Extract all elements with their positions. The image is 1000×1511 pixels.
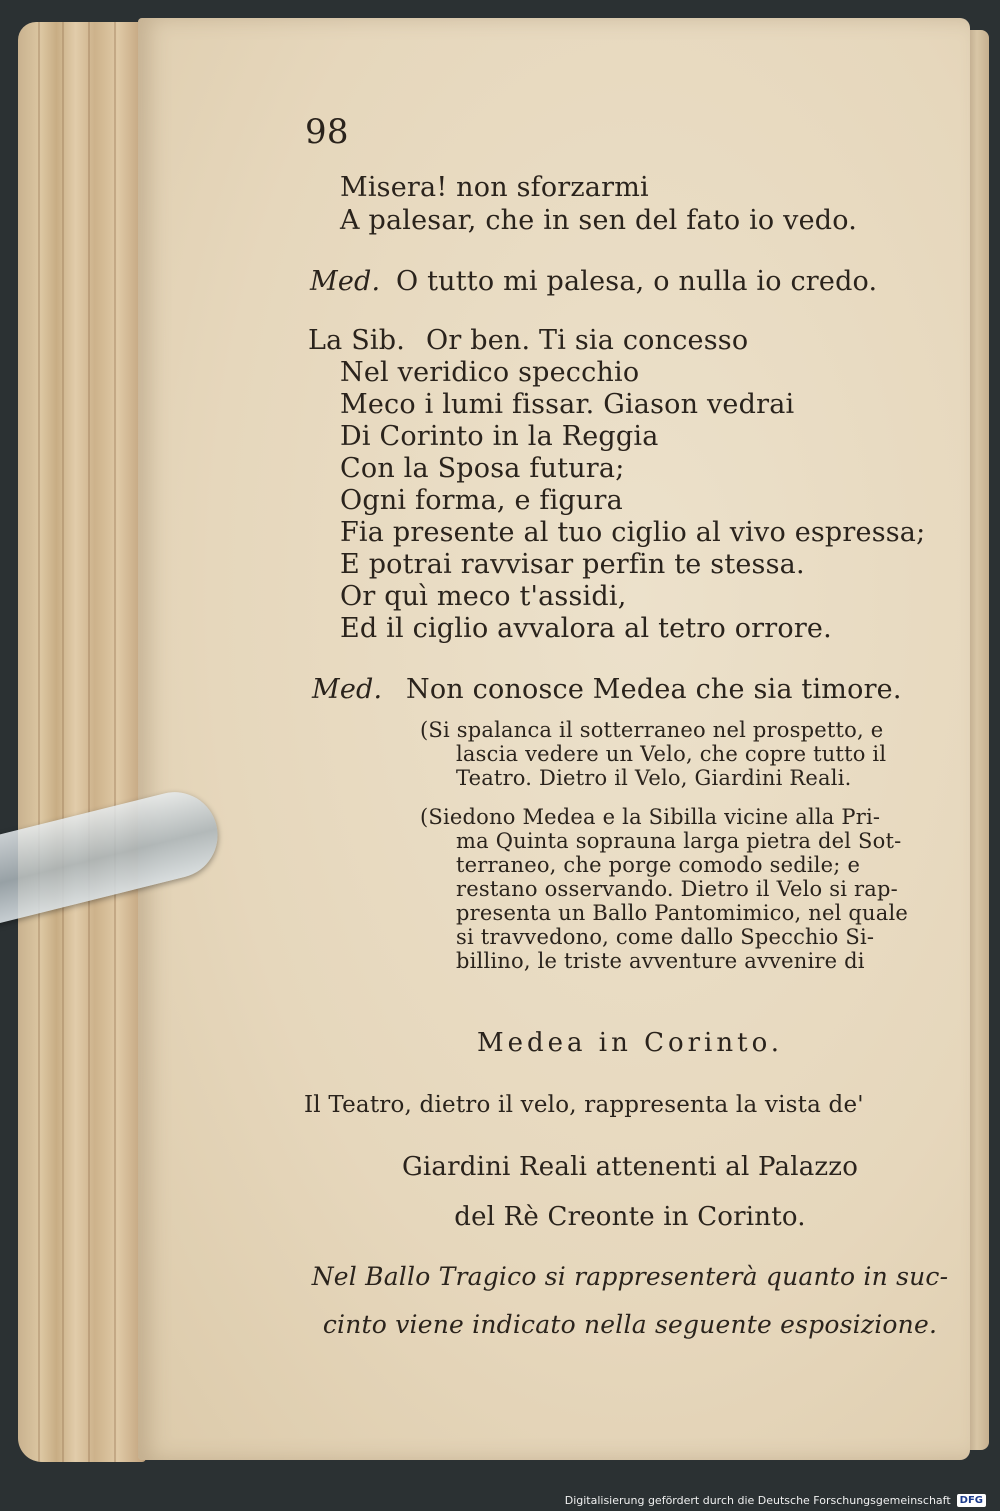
verse-line: Or quì meco t'assidi,: [340, 581, 627, 612]
speech-line: O tutto mi palesa, o nulla io credo.: [396, 266, 878, 297]
stage-direction-line: Teatro. Dietro il Velo, Giardini Reali.: [456, 766, 852, 790]
verse-line: Ed il ciglio avvalora al tetro orrore.: [340, 613, 832, 644]
speech-line: Or ben. Ti sia concesso: [426, 325, 749, 356]
section-heading: Medea in Corinto.: [476, 1028, 784, 1058]
stage-direction-line: si travvedono, come dallo Specchio Si-: [456, 925, 875, 949]
book-page-edges: [18, 22, 146, 1462]
verse-line: Con la Sposa futura;: [340, 453, 625, 484]
closing-note-line: Nel Ballo Tragico si rappresenterà quanto in suc-: [311, 1262, 949, 1291]
stage-direction-line: lascia vedere un Velo, che copre tutto il: [456, 742, 887, 766]
closing-note-line: cinto viene indicato nella seguente esposizione.: [322, 1310, 938, 1339]
scene-title-line: del Rè Creonte in Corinto.: [454, 1202, 806, 1232]
stage-direction-line: (Siedono Medea e la Sibilla vicine alla Pri-: [420, 805, 881, 829]
verse-line: Ogni forma, e figura: [340, 485, 623, 516]
scene-intro: Il Teatro, dietro il velo, rappresenta la vista de': [304, 1092, 864, 1118]
stage-direction-line: restano osservando. Dietro il Velo si rap-: [456, 877, 898, 901]
page-number: 98: [305, 112, 349, 152]
stage-direction-line: terraneo, che porge comodo sedile; e: [456, 853, 861, 877]
speaker-label: Med.: [312, 674, 383, 705]
speech-line: Non conosce Medea che sia timore.: [406, 674, 902, 705]
verse-line: Misera! non sforzarmi: [340, 172, 649, 203]
dfg-logo: DFG: [957, 1494, 986, 1507]
speaker-label: Med.: [310, 266, 381, 297]
stage-direction-line: (Si spalanca il sotterraneo nel prospetto, e: [420, 718, 884, 742]
verse-line: Fia presente al tuo ciglio al vivo espressa;: [340, 517, 926, 548]
stage-direction-line: presenta un Ballo Pantomimico, nel quale: [456, 901, 909, 925]
verse-line: Di Corinto in la Reggia: [340, 421, 659, 452]
stage-direction-line: billino, le triste avventure avvenire di: [456, 949, 865, 973]
stage-direction-line: ma Quinta soprauna larga pietra del Sot-: [456, 829, 902, 853]
digitization-footer: [0, 1489, 1000, 1511]
footer-credit: Digitalisierung gefördert durch die Deutsche Forschungsgemeinschaft: [564, 1493, 951, 1507]
verse-line: A palesar, che in sen del fato io vedo.: [340, 205, 858, 236]
verse-line: Meco i lumi fissar. Giason vedrai: [340, 389, 795, 420]
verse-line: E potrai ravvisar perfin te stessa.: [340, 549, 805, 580]
scene-title-line: Giardini Reali attenenti al Palazzo: [401, 1152, 859, 1182]
verse-line: Nel veridico specchio: [340, 357, 640, 388]
speaker-label: La Sib.: [308, 325, 406, 356]
